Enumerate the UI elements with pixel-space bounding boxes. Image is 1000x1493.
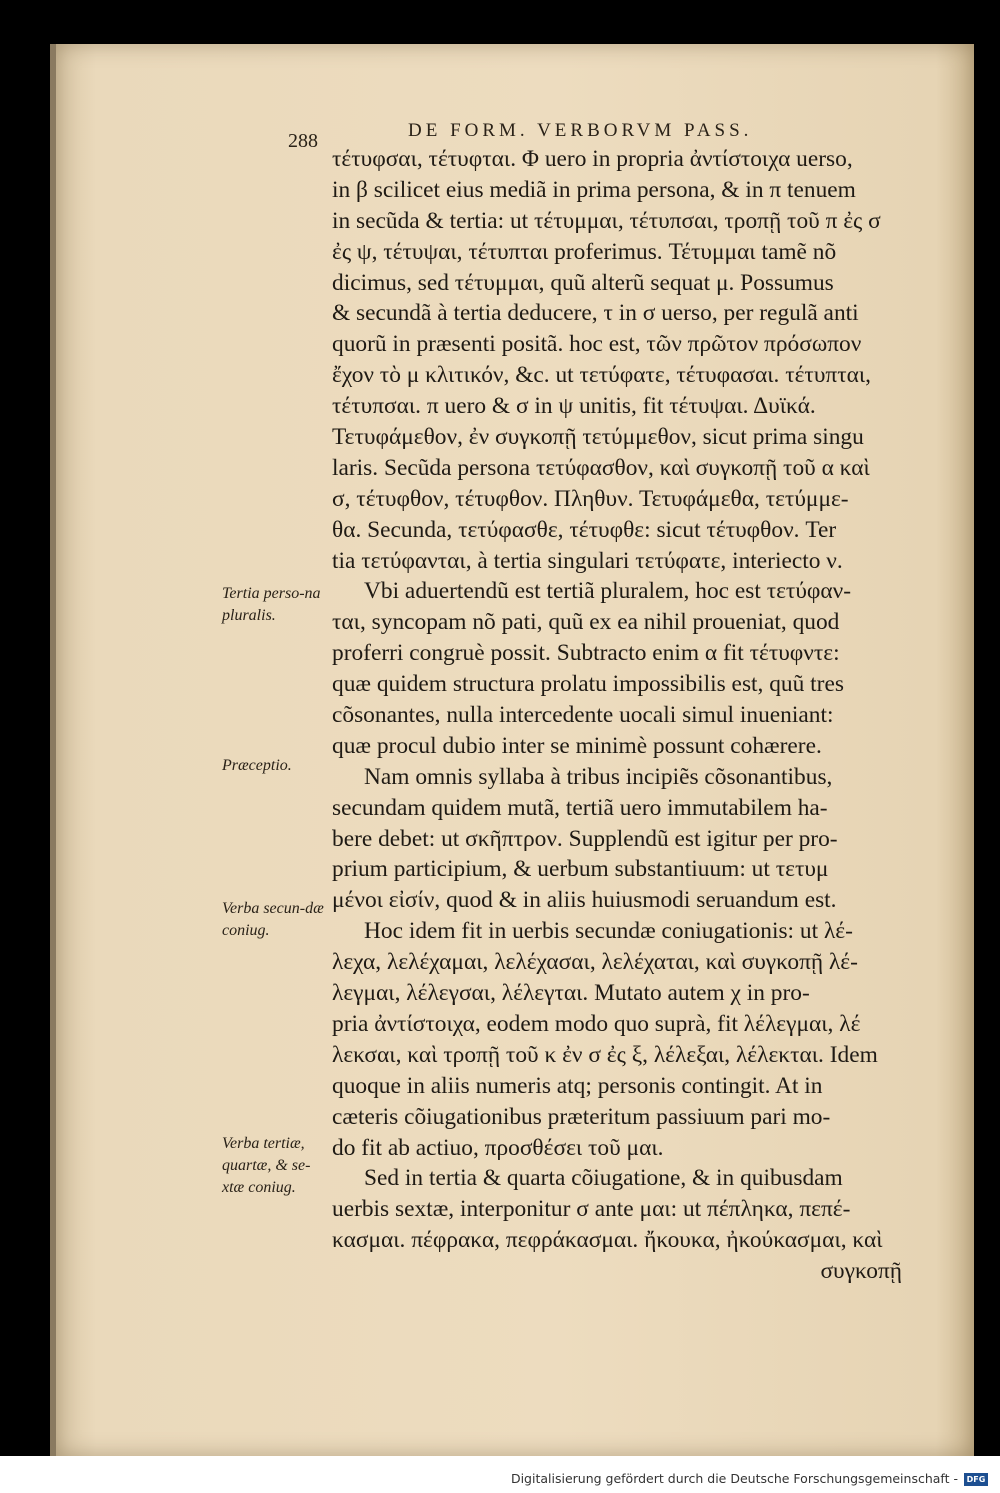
text-line: θα. Secunda, τετύφασθε, τέτυφθε: sicut τέτυφθον. Ter <box>332 516 837 543</box>
text-line: tia τετύφανται, à tertia singulari τετύφατε, interiecto ν. <box>332 547 843 574</box>
text-line: Sed in tertia & quarta cõiugatione, & in quibusdam <box>364 1165 843 1192</box>
text-line: do fit ab actiuo, προσθέσει τοῦ μαι. <box>332 1134 664 1161</box>
text-line: τέτυπσαι. π uero & σ in ψ unitis, fit τέτυψαι. Δυϊκά. <box>332 393 816 420</box>
text-line: λεκσαι, καὶ τροπῇ τοῦ κ ἐν σ ἐς ξ, λέλεξαι, λέλεκται. Idem <box>332 1041 878 1068</box>
running-title: DE FORM. VERBORVM PASS. <box>408 120 753 141</box>
text-line: quæ procul dubio inter se minimè possunt cohærere. <box>332 732 822 759</box>
text-line: laris. Secũda persona τετύφασθον, καὶ συγκοπῇ τοῦ α καὶ <box>332 454 870 481</box>
text-line: bere debet: ut σκῆπτρον. Supplendũ est igitur per pro- <box>332 825 838 852</box>
text-line: in secũda & tertia: ut τέτυμμαι, τέτυπσαι, τροπῇ τοῦ π ἐς σ <box>332 207 881 234</box>
text-line: pria ἀντίστοιχα, eodem modo quo suprà, fit λέλεγμαι, λέ <box>332 1010 861 1037</box>
text-line: quæ quidem structura prolatu impossibilis est, quũ tres <box>332 671 844 698</box>
dfg-logo-icon[interactable]: DFG <box>964 1473 988 1486</box>
text-line: prium participium, & uerbum substantiuum: ut τετυμ <box>332 856 829 883</box>
footer-bar <box>0 1456 1000 1493</box>
text-line: cõsonantes, nulla intercedente uocali simul inueniant: <box>332 702 834 729</box>
text-line: μένοι εἰσίν, quod & in aliis huiusmodi seruandum est. <box>332 887 837 914</box>
text-line: in β scilicet eius mediã in prima persona, & in π tenuem <box>332 176 856 203</box>
text-line: proferri congruè possit. Subtracto enim α fit τέτυφντε: <box>332 640 840 667</box>
margin-note-tertia-persona: Tertia perso-na pluralis. <box>222 585 321 624</box>
text-line: κασμαι. πέφρακα, πεφράκασμαι. ἤκουκα, ἠκούκασμαι, καὶ <box>332 1227 883 1254</box>
text-line: quoque in aliis numeris atq; personis contingit. At in <box>332 1072 823 1099</box>
text-line: σ, τέτυφθον, τέτυφθον. Πληθυν. Τετυφάμεθα, τετύμμε- <box>332 485 849 512</box>
page-number: 288 <box>288 130 318 152</box>
text-line: quorũ in præsenti positã. hoc est, τῶν πρῶτον πρόσωπον <box>332 331 862 358</box>
text-line: uerbis sextæ, interponitur σ ante μαι: ut πέπληκα, πεπέ- <box>332 1196 851 1223</box>
text-line: λεχα, λελέχαμαι, λελέχασαι, λελέχαται, καὶ συγκοπῇ λέ- <box>332 949 858 976</box>
text-line: Τετυφάμεθον, ἐν συγκοπῇ τετύμμεθον, sicut prima singu <box>332 424 864 451</box>
text-line: secundam quidem mutã, tertiã uero immutabilem ha- <box>332 794 828 821</box>
text-line: Nam omnis syllaba à tribus incipiẽs cõsonantibus, <box>364 763 833 790</box>
margin-note-verba-secundae: Verba secun-dæ coniug. <box>222 900 324 939</box>
margin-note-verba-tertiae: Verba tertiæ, quartæ, & se-xtæ coniug. <box>222 1135 311 1196</box>
text-line: & secundã à tertia deducere, τ in σ uerso, per regulã anti <box>332 300 859 327</box>
text-line: λεγμαι, λέλεγσαι, λέλεγται. Mutato autem χ in pro- <box>332 980 810 1007</box>
body-text <box>332 144 902 1287</box>
text-line: τέτυφσαι, τέτυφται. Φ uero in propria ἀντίστοιχα uerso, <box>332 146 853 172</box>
text-line: dicimus, sed τέτυμμαι, quũ alterũ sequat μ. Possumus <box>332 269 834 296</box>
text-line: ται, syncopam nõ pati, quũ ex ea nihil proueniat, quod <box>332 609 840 636</box>
text-line: ἐς ψ, τέτυψαι, τέτυπται proferimus. Τέτυμμαι tamẽ nõ <box>332 238 837 265</box>
text-line: ἔχον τὸ μ κλιτικόν, &c. ut τετύφατε, τέτυφασαι. τέτυπται, <box>332 362 872 389</box>
margin-note-praeceptio: Præceptio. <box>222 757 292 774</box>
text-line: cæteris cõiugationibus præteritum passiuum pari mo- <box>332 1103 831 1130</box>
footer-credit: Digitalisierung gefördert durch die Deutsche Forschungsgemeinschaft - <box>510 1471 958 1486</box>
text-line: συγκοπῇ <box>820 1258 902 1285</box>
text-line: Vbi aduertendũ est tertiã pluralem, hoc est τετύφαν- <box>364 578 852 605</box>
text-line: Hoc idem fit in uerbis secundæ coniugationis: ut λέ- <box>364 918 853 945</box>
